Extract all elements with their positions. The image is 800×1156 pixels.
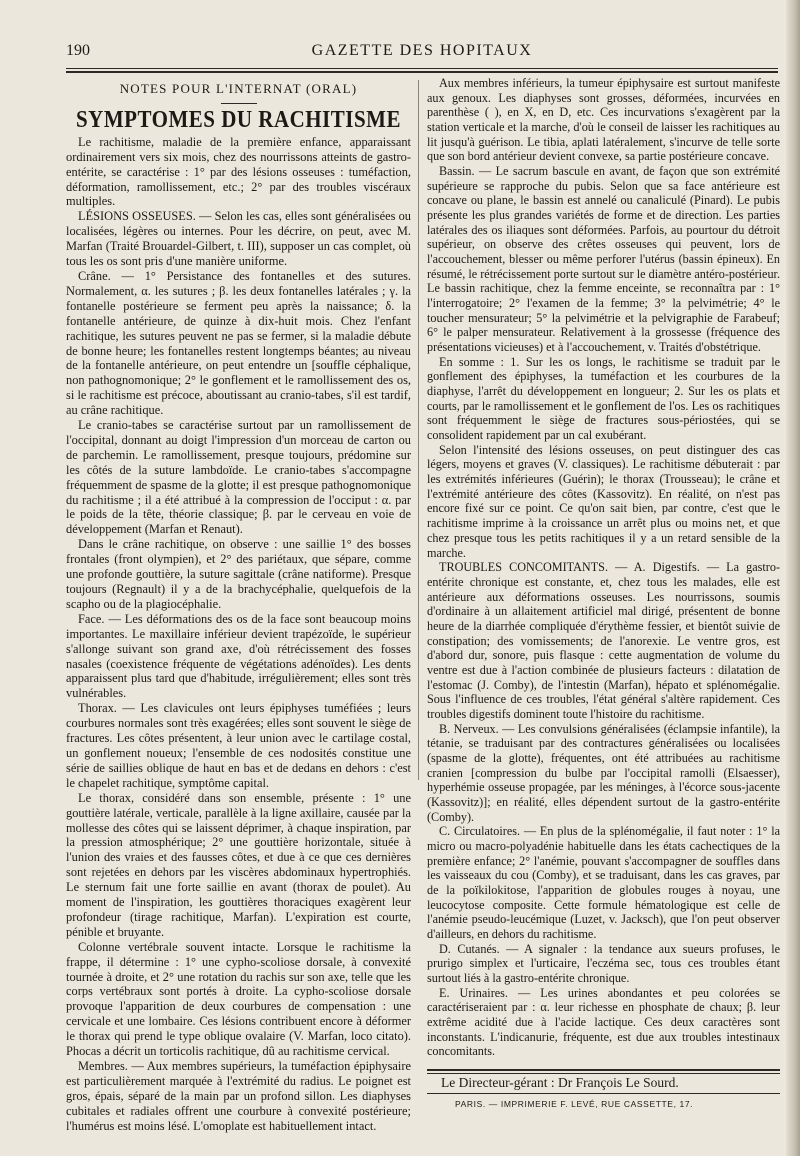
paragraph: E. Urinaires. — Les urines abondantes et peu colorées se caractériseraient par : α. leur richesse en phosphate de chaux; β. leur extrême acidité due à l'acide lactique. Ces deux caractères sont inconstants. L'indicanurie, fréquente, est due aux troubles intestinaux concomitants. [427,985,780,1059]
left-column [66,76,411,1134]
paragraph: Dans le crâne rachitique, on observe : une saillie 1° des bosses frontales (front olympien), et 2° des pariétaux, que sépare, comme une profonde gouttière, la suture sagittale (crâne natiforme). Presque toujours (Regnault) il y a de la brachycéphalie, quelquefois de la scapho ou de la plagiocéphalie. [66,537,411,611]
paragraph: Thorax. — Les clavicules ont leurs épiphyses tuméfiées ; leurs courbures normales sont très exagérées; elles sont souvent le siège de fractures. Les côtes présentent, à leur union avec le cartilage costal, un gonflement noueux; l'ensemble de ces nodosités constitue une série de saillies oblique de haut en bas et de dedans en dehors : c'est le chapelet rachitique, symptôme capital. [66,701,411,790]
signature-rule-under [427,1093,780,1094]
right-column [427,76,780,1111]
paragraph: En somme : 1. Sur les os longs, le rachitisme se traduit par le gonflement des épiphyses, la tuméfaction et les courbures de la diaphyse, l'arrêt du développement en longueur; 2. Sur les os plats et courts, par le ramollissement et le gonflement de l'os. Les os rachitiques sont fréquemment le siège de fractures sous-périostées, qui se consolident rapidement par un cal exubérant. [427,354,780,443]
title-ornament-rule [221,103,257,104]
header-rule-top [66,68,778,69]
paragraph: Colonne vertébrale souvent intacte. Lorsque le rachitisme la frappe, il détermine : 1° une cypho-scoliose dorsale, à convexité tournée à droite, et 2° une rotation du rachis sur son axe, telle que les corps vertébraux sont portés à droite. La cypho-scoliose dorsale provoque l'apparition de deux courbures de compensation : une cervicale et une lombaire. Ces lésions contribuent encore à déformer le thorax qui prend le type oblique ovalaire (V. Marfan, loco citato). Phocas a décrit un torticolis rachitique, dû au rachitisme cervical. [66,939,411,1059]
section-rubric: NOTES POUR L'INTERNAT (ORAL) [119,81,358,96]
page-number: 190 [66,42,90,59]
header-rule-bottom [66,71,778,73]
paragraph: C. Circulatoires. — En plus de la splénomégalie, il faut noter : 1° la micro ou macro-polyadénie habituelle dans les états cachectiques de la première enfance; 2° l'anémie, pouvant s'accompagner de souffles dans les vaisseaux du cou (Comby), et se traduisant, dans les cas graves, par de la poïkilokitose, l'apparition de globules rouges à noyau, une leucocytose composite. Cette formule hématologique est celle de l'anémie pseudo-leucémique (Luzet, v. Jacksch), que l'on peut observer d'ailleurs, en dehors du rachitisme. [427,824,780,941]
printer-imprint: PARIS. — IMPRIMERIE F. LEVÉ, RUE CASSETTE, 17. [455,1098,694,1109]
paragraph: Membres. — Aux membres supérieurs, la tuméfaction épiphysaire est particulièrement marquée à l'extrémité du radius. Le poignet est gros, épais, séparé de la main par un profond sillon. Les diaphyses cubitales et radiales offrent une courbure à convexité postérieure; l'humérus est moins lésé. L'omoplate est habituellement intact. [66,1059,411,1133]
paragraph: Aux membres inférieurs, la tumeur épiphysaire est surtout manifeste aux genoux. Les diaphyses sont grosses, déformées, incurvées en parenthèse ( ), en X, en D, etc. Ces incurvations s'exagèrent par la station verticale et la marche, d'où le conseil de laisser les rachitiques au lit jusqu'à guérison. Le tibia, aplati latéralement, s'incurve de telle sorte que son bord antérieur devient convexe, sa partie postérieure concave. [427,76,780,164]
paragraph: TROUBLES CONCOMITANTS. — A. Digestifs. — La gastro-entérite chronique est constante, et, chez tous les malades, elle est antérieure aux déformations osseuses. Les nourrissons, soumis d'ordinaire à un allaitement artificiel mal dirigé, présentent de bonne heure de la diarrhée compliquée d'érythème fessier, et bientôt suivie de constipation; des vomissements; de l'anorexie. Le ventre gros, est d'abord dur, sonore, puis flasque : cette augmentation de volume du ventre est due à l'action combinée de plusieurs facteurs : dilatation de l'estomac (J. Comby), de l'intestin (Marfan), hépato et splénomégalie. Sous l'influence de ces troubles, l'état général s'altère rapidement. Ces troubles digestifs dominent toute l'histoire du rachitisme. [427,560,780,721]
column-divider [418,80,419,780]
paragraph: Le thorax, considéré dans son ensemble, présente : 1° une gouttière latérale, verticale, parallèle à la ligne axillaire, causée par la mollesse des côtes qui se laissent déprimer, à chaque inspiration, par la pression atmosphérique; 2° une gouttière horizontale, située à l'union des vraies et des fausses côtes, et due à ce que ces dernières sont rejetées en dehors par les viscères abdominaux hypertrophiés. Le sternum fait une forte saillie en avant (thorax de poulet). Au moment de l'inspiration, les gouttières thoraciques exagèrent leur profondeur (tirage rachitique, Marfan). L'expiration est courte, pénible et bruyante. [66,790,411,939]
running-head [66,40,778,64]
paragraph: Crâne. — 1° Persistance des fontanelles et des sutures. Normalement, α. les sutures ; β. les deux fontanelles latérales ; γ. la fontanelle postérieure se ferment peu après la naissance; δ. la fontanelle antérieure, de quinze à dix-huit mois. Chez l'enfant rachitique, les sutures peuvent ne pas se fermer, si la maladie débute de bonne heure; les fontanelles restent longtemps béantes; au niveau de la fontanelle antérieure, on peut entendre un [souffle céphalique, non pathognomonique; 2° le gonflement et le ramollissement des os, si le rachitisme est précoce, aboutissant au cranio-tabes, s'il est tardif, au crâne rachitique. [66,268,411,418]
paragraph: Selon l'intensité des lésions osseuses, on peut distinguer des cas légers, moyens et graves (V. classiques). Le rachitisme débuterait : par les extrémités inférieures (Guérin); le thorax (Trousseau); le crâne et l'extrémité antérieure des côtes (Kassovitz). En réalité, on n'est pas encore fixé sur ce point. Ce qu'on sait bien, par contre, c'est que le rachitisme imprime à la croissance un arrêt plus ou moins net, et que chez presque tous les petits rachitiques il y a un retard sensible de la marche. [427,442,780,560]
paragraph: Face. — Les déformations des os de la face sont beaucoup moins importantes. Le maxillaire inférieur devient trapézoïde, le supérieur s'allonge suivant son grand axe, d'où rétrécissement des fosses nasales (coexistence fréquente de végétations adénoïdes). Les dents apparaissent plus tard que d'habitude, irrégulièrement; elles sont très vulnérables. [66,611,411,701]
signature-rule-thick [427,1069,780,1071]
director-signature: Le Directeur-gérant : Dr François Le Sourd. [441,1075,679,1091]
paragraph: Le cranio-tabes se caractérise surtout par un ramollissement de l'occipital, donnant au doigt l'impression d'un morceau de carton ou de parchemin. Le ramollissement, presque toujours, prédomine sur les côtés de la suture lambdoïde. Le cranio-tabes s'accompagne fréquemment de spasme de la glotte; il est presque pathognomonique du rachitisme ; il a été attribué à la compression de l'occiput : α. par le poids de la tête, théorie classique; β. par le cerveau en voie de développement (Marfan et Renaut). [66,418,411,537]
paragraph: Le rachitisme, maladie de la première enfance, apparaissant ordinairement vers six mois, chez des nourrissons atteints de gastro-entérite, se caractérise : 1° par des lésions osseuses : tuméfaction, déformation, ramollissement, etc.; 2° par des troubles viscéraux multiples. [66,134,411,209]
paragraph: B. Nerveux. — Les convulsions généralisées (éclampsie infantile), la tétanie, se traduisant par des contractures généralisées ou localisées (spasme de la glotte), fréquentes, ont été attribuées au rachitisme cranien [compression du bulbe par l'occipital ramolli (Elsaesser), hyperhémie osseuse propagée, par les méninges, à l'écorce sous-jacente (Kassovitz)]; en réalité, elles dépendent surtout de la gastro-entérite (Comby). [427,721,780,824]
article-title: SYMPTOMES DU RACHITISME [76,105,401,133]
page-edge-shadow [786,0,800,1156]
paragraph: Bassin. — Le sacrum bascule en avant, de façon que son extrémité supérieure se rapproche du pubis. Selon que sa face antérieure est concave ou plane, le bassin est annelé ou canaliculé (Pinard). Le pubis présente les plus grandes variétés de forme et de direction. Les parties latérales des os iliaques sont déformées. Parfois, au pourtour du détroit supérieur, on observe des crêtes osseuses qui peuvent, lors de l'accouchement, blesser ou même perforer l'utérus (bassin épineux). En résumé, le rétrécissement porte surtout sur le diamètre antéro-postérieur. Le bassin rachitique, chez la femme enceinte, se reconnaîtra par : 1° l'interrogatoire; 2° l'examen de la femme; 3° la pelvimétrie; 4° le toucher mensurateur; 5° la pelvimétrie et la pelvigraphie de Farabeuf; 6° le palper mensurateur. Relativement à la grossesse (fréquence des présentations vicieuses) et à l'accouchement, v. Traités d'obstétrique. [427,164,780,355]
paragraph: LÉSIONS OSSEUSES. — Selon les cas, elles sont généralisées ou localisées, légères ou internes. Pour les décrire, on peut, avec M. Marfan (Traité Brouardel-Gilbert, t. III), supposer un cas complet, où tous les os sont pris d'une manière uniforme. [66,209,411,269]
paragraph: D. Cutanés. — A signaler : la tendance aux sueurs profuses, le prurigo simplex et l'urticaire, l'eczéma sec, tous ces troubles étant surtout liés à la gastro-entérite chronique. [427,941,780,985]
journal-title: GAZETTE DES HOPITAUX [311,42,533,59]
signature-rule-thin [427,1073,780,1074]
